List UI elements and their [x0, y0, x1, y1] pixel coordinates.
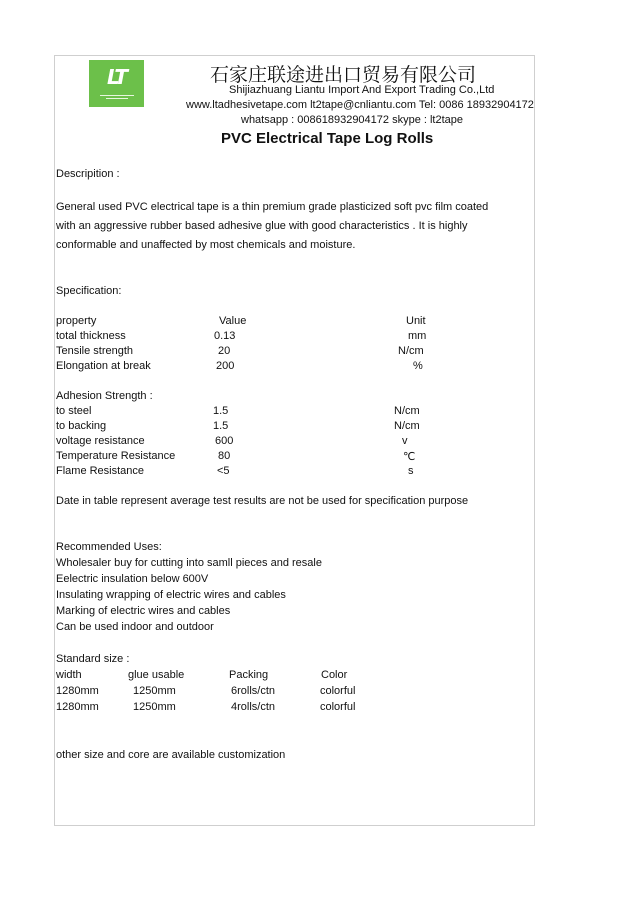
spec-unit: %: [413, 360, 423, 372]
adhesion-value: 1.5: [213, 420, 229, 432]
company-logo: [89, 60, 144, 107]
company-name-chinese: 石家庄联途进出口贸易有限公司: [210, 64, 477, 86]
customization-note: other size and core are available customization: [56, 749, 286, 761]
adhesion-property: voltage resistance: [56, 435, 145, 447]
adhesion-label: Adhesion Strength :: [56, 390, 153, 402]
spec-value: 200: [216, 360, 235, 372]
size-cell: 4rolls/ctn: [231, 701, 276, 713]
standard-size-label: Standard size :: [56, 653, 130, 665]
size-header-glue: glue usable: [128, 669, 185, 681]
spec-unit: mm: [408, 330, 427, 342]
contact-line-1: www.ltadhesivetape.com lt2tape@cnliantu.com Tel: 0086 18932904172: [186, 99, 534, 111]
spec-property: total thickness: [56, 330, 126, 342]
company-name-english: Shijiazhuang Liantu Import And Export Trading Co.,Ltd: [229, 84, 495, 96]
uses-item: Insulating wrapping of electric wires and cables: [56, 589, 286, 601]
adhesion-unit: N/cm: [394, 420, 420, 432]
spec-unit: N/cm: [398, 345, 424, 357]
spec-header-value: Value: [219, 315, 247, 327]
size-cell: 1250mm: [133, 685, 176, 697]
contact-line-2: whatsapp : 008618932904172 skype : lt2tape: [241, 114, 464, 126]
size-cell: 6rolls/ctn: [231, 685, 276, 697]
logo-line: [100, 95, 134, 96]
adhesion-property: to backing: [56, 420, 107, 432]
spec-value: 20: [218, 345, 231, 357]
adhesion-property: to steel: [56, 405, 92, 417]
adhesion-unit: ℃: [403, 450, 416, 463]
adhesion-unit: v: [402, 435, 408, 447]
adhesion-value: 1.5: [213, 405, 229, 417]
adhesion-property: Flame Resistance: [56, 465, 145, 477]
adhesion-value: 600: [215, 435, 234, 447]
adhesion-property: Temperature Resistance: [56, 450, 176, 462]
spec-property: Tensile strength: [56, 345, 134, 357]
uses-label: Recommended Uses:: [56, 541, 162, 553]
specification-label: Specification:: [56, 285, 122, 297]
uses-item: Eelectric insulation below 600V: [56, 573, 209, 585]
size-header-color: Color: [321, 669, 348, 681]
logo-mark: LT: [106, 65, 127, 89]
spec-value: 0.13: [214, 330, 236, 342]
logo-line: [106, 98, 128, 99]
size-cell: 1280mm: [56, 685, 99, 697]
description-line: with an aggressive rubber based adhesive glue with good characteristics . It is highly: [56, 220, 468, 232]
size-cell: colorful: [320, 701, 356, 713]
description-label: Descripition :: [56, 168, 120, 180]
size-header-width: width: [56, 669, 82, 681]
spec-header-unit: Unit: [406, 315, 426, 327]
size-cell: 1250mm: [133, 701, 176, 713]
description-line: General used PVC electrical tape is a thin premium grade plasticized soft pvc film coated: [56, 201, 489, 213]
uses-item: Wholesaler buy for cutting into samll pieces and resale: [56, 557, 322, 569]
spec-property: Elongation at break: [56, 360, 151, 372]
spec-header-property: property: [56, 315, 97, 327]
size-header-packing: Packing: [229, 669, 269, 681]
document-title: PVC Electrical Tape Log Rolls: [221, 130, 434, 147]
uses-item: Can be used indoor and outdoor: [56, 621, 214, 633]
adhesion-unit: N/cm: [394, 405, 420, 417]
test-results-note: Date in table represent average test results are not be used for specification purpose: [56, 495, 469, 507]
adhesion-value: 80: [218, 450, 231, 462]
uses-item: Marking of electric wires and cables: [56, 605, 231, 617]
size-cell: colorful: [320, 685, 356, 697]
size-cell: 1280mm: [56, 701, 99, 713]
adhesion-unit: s: [408, 465, 414, 477]
adhesion-value: <5: [217, 465, 230, 477]
description-line: conformable and unaffected by most chemicals and moisture.: [56, 239, 356, 251]
